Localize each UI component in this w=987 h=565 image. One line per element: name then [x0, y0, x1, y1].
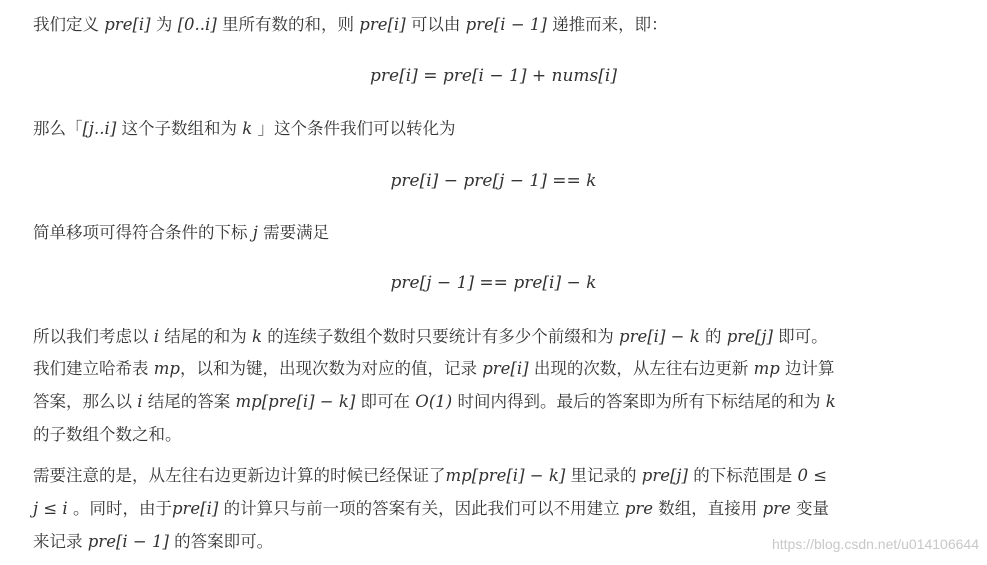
math-inline: pre — [762, 499, 791, 518]
text: 为 — [150, 15, 178, 34]
math-inline: pre[j] — [641, 466, 688, 485]
math-inline: 0 ≤ — [797, 466, 828, 485]
equation-prefix-sum: pre[i] = pre[i − 1] + nums[i] — [370, 66, 617, 86]
math-inline: mp[pre[i] − k] — [445, 466, 566, 485]
text: 需要满足 — [257, 223, 330, 242]
paragraph-line — [33, 352, 835, 385]
math-inline: k — [252, 327, 263, 346]
paragraph-condition — [33, 112, 456, 145]
paragraph-line — [33, 525, 273, 558]
math-inline: pre[i] — [171, 499, 219, 518]
watermark-url: https://blog.csdn.net/u014106644 — [771, 536, 979, 552]
paragraph-line — [33, 418, 182, 451]
math-inline: mp[pre[i] − k] — [235, 392, 356, 411]
text: 」这个条件我们可以转化为 — [252, 119, 456, 138]
text: 结尾的和为 — [159, 327, 253, 346]
math-inline: k — [825, 392, 836, 411]
math-inline: [0..i] — [177, 15, 217, 34]
text: 的下标范围是 — [687, 466, 798, 485]
math-inline: pre[i] — [482, 359, 529, 378]
text: 那么「 — [33, 119, 83, 138]
text: 答案，那么以 — [33, 392, 138, 411]
text: 即可在 — [355, 392, 416, 411]
text: 这个子数组和为 — [116, 119, 243, 138]
math-inline: pre[j] — [726, 327, 773, 346]
math-inline: i — [137, 392, 143, 411]
text: 的 — [699, 327, 727, 346]
text: 出现的次数，从左往右边更新 — [528, 359, 754, 378]
text: 即可。 — [772, 327, 828, 346]
text: ，以和为键，出现次数为对应的值，记录 — [179, 359, 483, 378]
text: 递推而来，即： — [546, 15, 668, 34]
math-inline: k — [242, 119, 253, 138]
text: 需要注意的是，从左往右边更新边计算的时候已经保证了 — [33, 466, 446, 485]
text: 我们建立哈希表 — [33, 359, 154, 378]
text: 里所有数的和，则 — [216, 15, 360, 34]
math-inline: mp — [153, 359, 180, 378]
text: 所以我们考虑以 — [33, 327, 154, 346]
text: 里记录的 — [565, 466, 642, 485]
text: 简单移项可得符合条件的下标 — [33, 223, 253, 242]
math-inline: pre[i] — [104, 15, 151, 34]
math-inline: [j..i] — [82, 119, 117, 138]
text: 我们定义 — [33, 15, 105, 34]
equation-target: pre[j − 1] == pre[i] − k — [390, 273, 597, 293]
text: 变量 — [790, 499, 830, 518]
math-inline: pre — [624, 499, 654, 518]
text: 数组，直接用 — [653, 499, 763, 518]
text: 的连续子数组个数时只要统计有多少个前缀和为 — [262, 327, 620, 346]
paragraph-line — [33, 320, 828, 353]
math-inline: j ≤ i — [33, 499, 68, 518]
text: 的计算只与前一项的答案有关，因此我们可以不用建立 — [218, 499, 625, 518]
paragraph-line — [33, 492, 829, 525]
paragraph-definition — [33, 8, 668, 41]
text: 的答案即可。 — [168, 532, 274, 551]
math-inline: pre[i − 1] — [465, 15, 547, 34]
text: 的子数组个数之和。 — [33, 425, 182, 444]
math-inline: pre[i] — [359, 15, 406, 34]
math-inline: i — [153, 327, 160, 346]
math-inline: pre[i − 1] — [87, 532, 169, 551]
math-inline: mp — [753, 359, 780, 378]
text: 结尾的答案 — [142, 392, 236, 411]
math-inline: pre[i] − k — [619, 327, 700, 346]
text: 。同时，由于 — [67, 499, 172, 518]
text: 可以由 — [405, 15, 466, 34]
text: 时间内得到。最后的答案即为所有下标结尾的和为 — [452, 392, 826, 411]
equation-difference: pre[i] − pre[j − 1] == k — [390, 171, 597, 191]
paragraph-line — [33, 459, 827, 492]
text: 来记录 — [33, 532, 88, 551]
paragraph-line — [33, 385, 836, 418]
math-inline: O(1) — [415, 392, 453, 411]
paragraph-rearrange — [33, 216, 329, 249]
math-inline: j — [252, 223, 258, 242]
text: 边计算 — [779, 359, 835, 378]
